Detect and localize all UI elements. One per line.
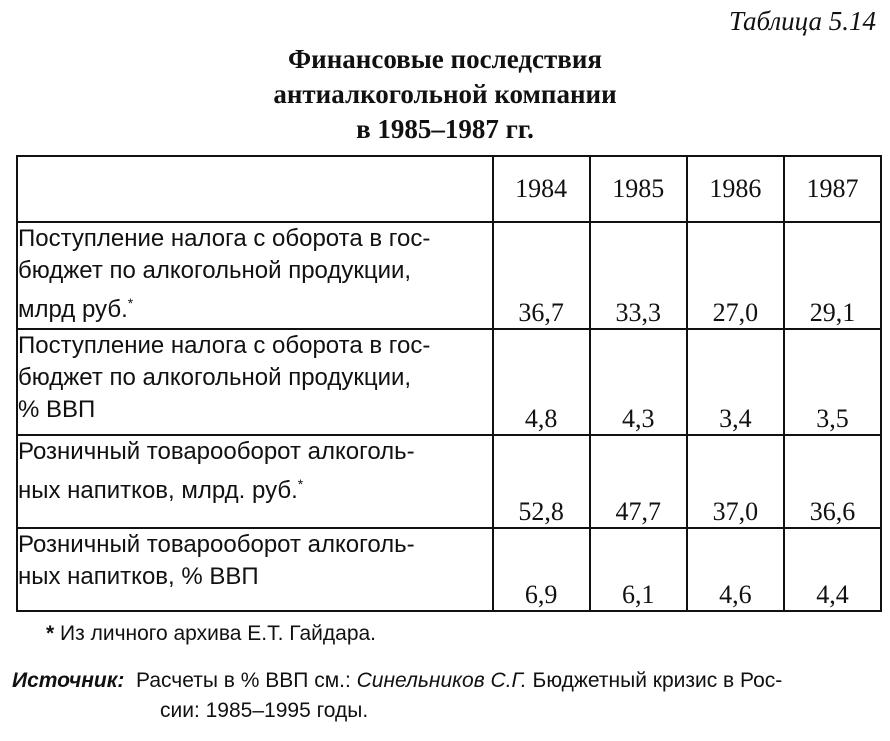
footnote-marker: * xyxy=(127,295,134,311)
header-row xyxy=(17,156,881,222)
table-cell: 36,6 xyxy=(784,435,881,528)
title-line-1: Финансовые последствия xyxy=(287,44,603,74)
header-year-1987: 1987 xyxy=(784,156,881,222)
table-cell: 37,0 xyxy=(687,435,784,528)
table-cell: 33,3 xyxy=(590,222,687,329)
table-row xyxy=(17,528,881,611)
row-label: Розничный товарооборот алкоголь- ных напитков, млрд. руб.* xyxy=(17,435,493,528)
footnote-text: Из личного архива Е.Т. Гайдара. xyxy=(54,622,377,645)
source-author: Синельников С.Г. xyxy=(356,669,527,692)
source-note xyxy=(12,666,880,726)
table-cell: 4,4 xyxy=(784,528,881,611)
source-text-2: Бюджетный кризис в Рос- xyxy=(526,669,783,692)
title-line-3: в 1985–1987 гг. xyxy=(356,114,534,144)
source-label: Источник: xyxy=(12,669,125,692)
source-text-3: сии: 1985–1995 годы. xyxy=(160,699,369,722)
table-cell: 27,0 xyxy=(687,222,784,329)
table-cell: 3,5 xyxy=(784,329,881,435)
footnote-mark: * xyxy=(46,622,55,645)
table-cell: 6,9 xyxy=(493,528,590,611)
row-label: Поступление налога с оборота в гос- бюджет по алкогольной продукции, млрд руб.* xyxy=(17,222,493,329)
table-title xyxy=(0,42,890,147)
footnote-marker: * xyxy=(297,476,304,492)
table-cell: 4,3 xyxy=(590,329,687,435)
source-text-1: Расчеты в % ВВП см.: xyxy=(124,669,357,692)
title-line-2: антиалкогольной компании xyxy=(273,79,617,109)
table-cell: 36,7 xyxy=(493,222,590,329)
header-empty-cell xyxy=(17,156,493,222)
table-cell: 4,6 xyxy=(687,528,784,611)
table-cell: 4,8 xyxy=(493,329,590,435)
table-cell: 52,8 xyxy=(493,435,590,528)
row-label: Поступление налога с оборота в гос- бюджет по алкогольной продукции, % ВВП xyxy=(17,329,493,435)
footnote xyxy=(46,622,376,646)
table-row xyxy=(17,222,881,329)
table-cell: 6,1 xyxy=(590,528,687,611)
header-year-1984: 1984 xyxy=(493,156,590,222)
header-year-1985: 1985 xyxy=(590,156,687,222)
table-row xyxy=(17,329,881,435)
table-cell: 47,7 xyxy=(590,435,687,528)
table-cell: 3,4 xyxy=(687,329,784,435)
table-row xyxy=(17,435,881,528)
table-cell: 29,1 xyxy=(784,222,881,329)
data-table xyxy=(16,155,882,612)
row-label: Розничный товарооборот алкоголь- ных напитков, % ВВП xyxy=(17,528,493,611)
table-number: Таблица 5.14 xyxy=(728,6,876,36)
header-year-1986: 1986 xyxy=(687,156,784,222)
